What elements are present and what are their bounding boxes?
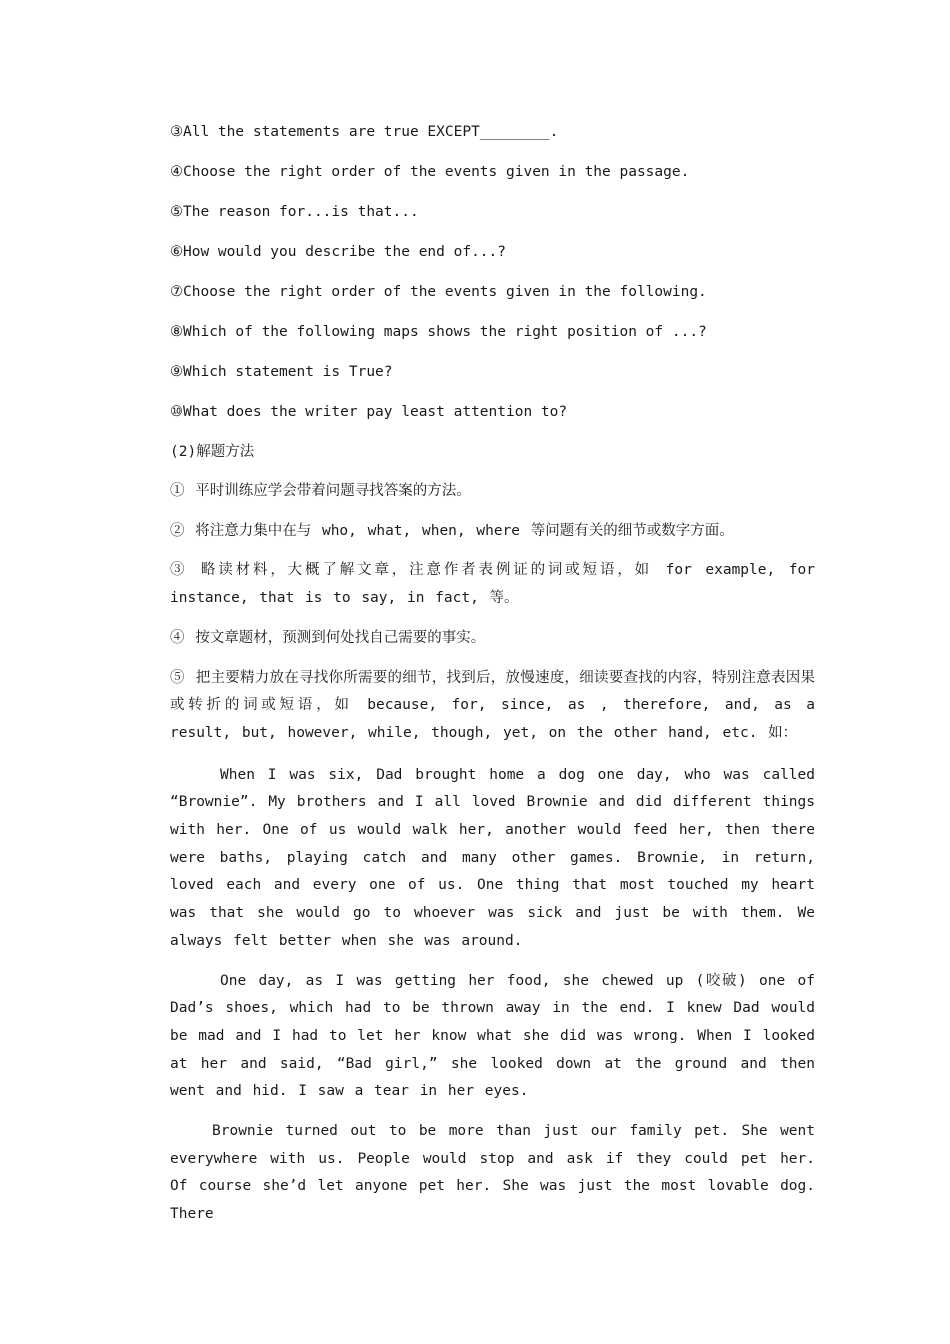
question-type-item: ⑨Which statement is True? <box>170 364 393 380</box>
section-heading: (2)解题方法 <box>170 444 255 460</box>
document-page <box>170 118 815 1241</box>
question-type-item: ⑥How would you describe the end of...? <box>170 244 506 260</box>
question-type-item: ⑧Which of the following maps shows the right position of ...? <box>170 324 707 340</box>
method-item: ③ 略读材料，大概了解文章，注意作者表例证的词或短语，如 for example, for instance, that is to say, in fact, 等。 <box>170 562 815 607</box>
question-type-item: ⑦Choose the right order of the events given in the following. <box>170 284 707 300</box>
method-item: ① 平时训练应学会带着问题寻找答案的方法。 <box>170 483 471 499</box>
passage-paragraph: When I was six, Dad brought home a dog one day, who was called “Brownie”. My brothers and I all loved Brownie and did different things with her. One of us would walk her, another would feed her, then there were baths, playing catch and many other games. Brownie, in return, loved each and every one of us. One thing that most touched my heart was that she would go to whoever was sick and just be with them. We always felt better when she was around. <box>170 766 815 949</box>
question-type-item: ④Choose the right order of the events given in the passage. <box>170 164 690 180</box>
method-item: ⑤ 把主要精力放在寻找你所需要的细节，找到后，放慢速度，细读要查找的内容，特别注意表因果或转折的词或短语，如 because, for, since, as , therefore, and, as a result, but, however, while, though, yet, on the other hand, etc. 如： <box>170 669 815 741</box>
question-type-item: ⑩What does the writer pay least attention to? <box>170 404 568 420</box>
passage-paragraph: Brownie turned out to be more than just our family pet. She went everywhere with us. People would stop and ask if they could pet her. Of course she’d let anyone pet her. She was just the most lovable dog. There <box>170 1123 815 1223</box>
method-item: ④ 按文章题材，预测到何处找自己需要的事实。 <box>170 629 486 646</box>
method-item: ② 将注意力集中在与 who, what, when, where 等问题有关的细节或数字方面。 <box>170 522 734 539</box>
passage-paragraph: One day, as I was getting her food, she chewed up (咬破) one of Dad’s shoes, which had to be thrown away in the end. I knew Dad would be mad and I had to let her know what she did was wrong. When I looked at her and said, “Bad girl,” she looked down at the ground and then went and hid. I saw a tear in her eyes. <box>170 972 815 1100</box>
question-type-list <box>170 118 815 426</box>
example-passage <box>170 762 815 1229</box>
question-type-item: ⑤The reason for...is that... <box>170 204 419 220</box>
method-list <box>170 478 815 748</box>
question-type-item: ③All the statements are true EXCEPT________. <box>170 124 559 140</box>
